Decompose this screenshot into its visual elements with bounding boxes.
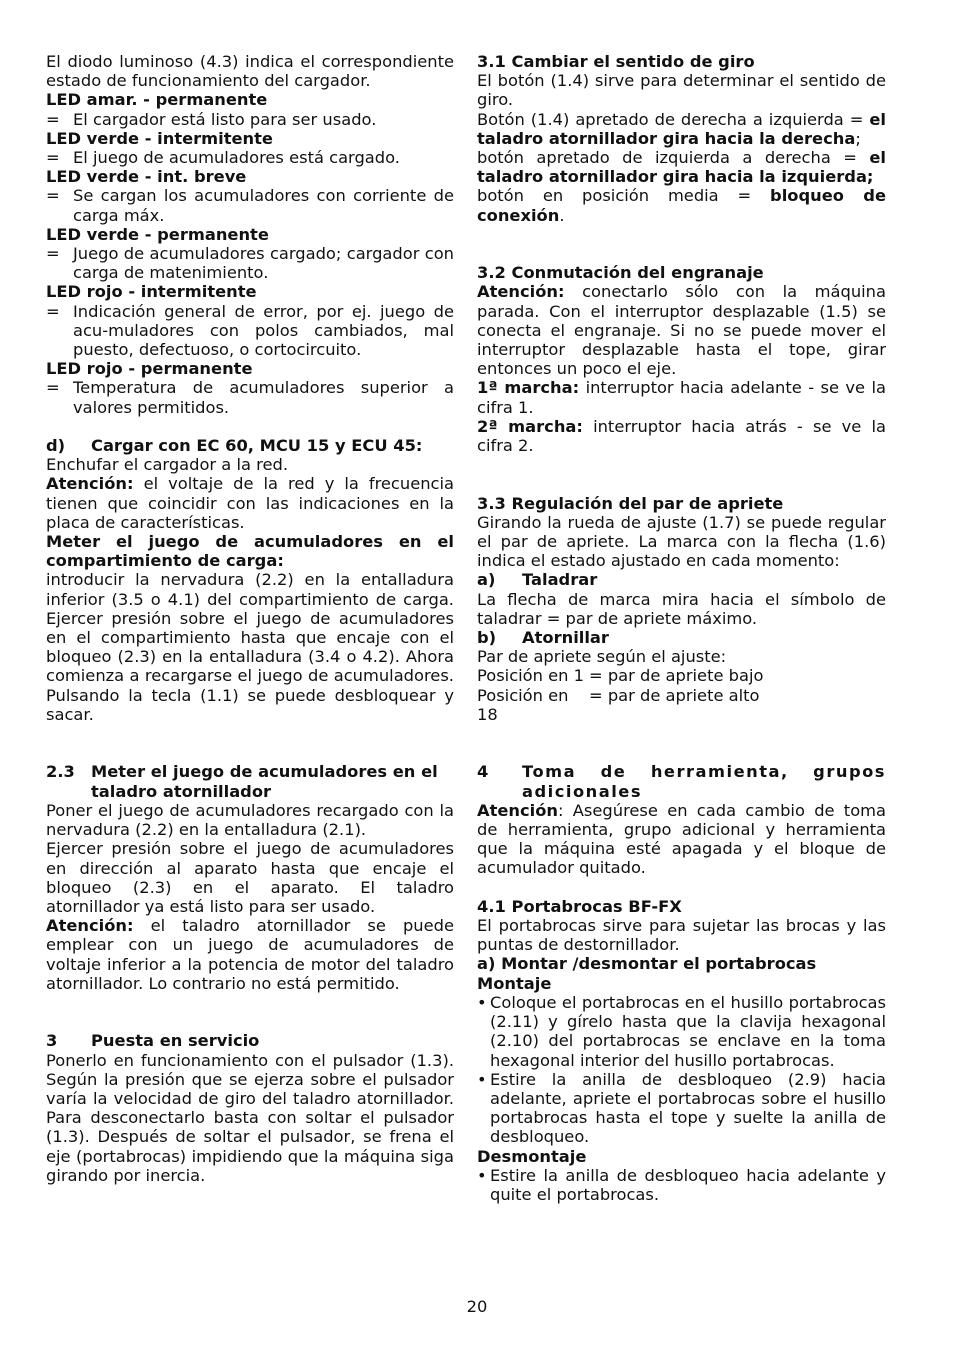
subheading-montaje: Montaje [477,973,552,993]
led-label: LED amar. - permanente [46,90,268,110]
bullet-icon: • [477,992,487,1012]
section-heading-3-3: 3.3 Regulación del par de apriete [477,493,784,513]
bullet-item: • Estire la anilla de desbloqueo hacia adelante y quite el portabrocas. [477,1165,886,1204]
led-label: LED rojo - intermitente [46,282,257,302]
bullet-item: • Coloque el portabrocas en el husillo portabrocas (2.11) y gírelo hasta que la clavija hexagonal (2.10) del portabrocas se enclave en la toma hexagonal interior del husillo portabrocas. [477,992,886,1070]
body-text: Enchufar el cargador a la red. [46,455,288,475]
position-row: Posición en 1 = par de apriete bajo [477,666,764,686]
gear-2-text: 2ª marcha: interruptor hacia atrás - se ve la cifra 2. [477,416,886,456]
body-text: Botón (1.4) apretado de derecha a izquierda = el taladro atornillador gira hacia la derecha; [477,109,886,148]
section-heading-3-1: 3.1 Cambiar el sentido de giro [477,52,755,71]
body-text: botón apretado de izquierda a derecha = el taladro atornillador gira hacia la izquierda; [477,148,886,187]
section-heading-4-1: 4.1 Portabrocas BF-FX [477,896,682,916]
body-text: El portabrocas sirve para sujetar las brocas y las puntas de destornillador. [477,916,886,955]
bullet-icon: • [477,1069,487,1089]
subheading-atornillar: b) Atornillar [477,628,609,648]
led-label: LED verde - int. breve [46,167,247,187]
body-text: La flecha de marca mira hacia el símbolo de taladrar = par de apriete máximo. [477,589,886,628]
body-text: introducir la nervadura (2.2) en la entalladura inferior (3.5 o 4.1) del compartimiento de carga. Ejercer presión sobre el juego de acumuladores en el compartimiento hasta que encaje con el bloqueo (2.3) en la entalladura (3.4 o 4.2). Ahora comienza a recargarse el juego de acumuladores. Pulsando la tecla (1.1) se puede desbloquear y sacar. [46,570,454,724]
body-text: Ejercer presión sobre el juego de acumuladores en dirección al aparato hasta que encaje el bloqueo (2.3) en el aparato. El taladro atornillador ya está listo para ser usado. [46,839,454,916]
attention-paragraph: Atención: conectarlo sólo con la máquina parada. Con el interruptor desplazable (1.5) se conecta el engranaje. Si no se puede mover el interruptor desplazable hasta el tope, girar entonces un poco el eje. [477,282,886,379]
subheading-desmontaje: Desmontaje [477,1146,587,1166]
led-description: = Indicación general de error, por ej. juego de acu-muladores con polos cambiados, mal puesto, defectuoso, o cortocircuito. [46,301,454,360]
body-text: Ponerlo en funcionamiento con el pulsador (1.3). Según la presión que se ejerza sobre el pulsador varía la velocidad de giro del taladro atornillador. Para desconectarlo basta con soltar el pulsador (1.3). Después de soltar el pulsador, se frena el eje (portabrocas) impidiendo que la máquina siga girando por inercia. [46,1050,454,1185]
subheading-taladrar: a) Taladrar [477,570,598,590]
page-number: 20 [466,1297,488,1316]
section-heading-4: 4 Toma de herramienta, grupos adicionales [477,762,886,801]
section-heading-2-3: 2.3 Meter el juego de acumuladores en el taladro atornillador [46,762,438,801]
subheading: Meter el juego de acumuladores en el compartimiento de carga: [46,532,454,571]
body-text: Girando la rueda de ajuste (1.7) se puede regular el par de apriete. La marca con la flecha (1.6) indica el estado ajustado en cada momento: [477,512,886,571]
led-description: = El juego de acumuladores está cargado. [46,148,400,168]
section-heading-d: d) Cargar con EC 60, MCU 15 y ECU 45: [46,436,423,456]
led-description: = Se cargan los acumuladores con corriente de carga máx. [46,186,454,225]
gear-1-text: 1ª marcha: interruptor hacia adelante - se ve la cifra 1. [477,378,886,417]
bullet-item: • Estire la anilla de desbloqueo (2.9) hacia adelante, apriete el portabrocas sobre el husillo portabrocas hasta el tope y suelte la anilla de desbloqueo. [477,1069,886,1147]
led-description: = El cargador está listo para ser usado. [46,109,377,129]
led-label: LED verde - intermitente [46,128,273,148]
body-text: Poner el juego de acumuladores recargado con la nervadura (2.2) en la entalladura (2.1). [46,800,454,840]
right-column [477,52,886,1204]
attention-paragraph: Atención: Asegúrese en cada cambio de toma de herramienta, grupo adicional y herramienta que la máquina esté apagada y el bloque de acumulador quitado. [477,800,886,878]
section-heading-3-2: 3.2 Conmutación del engranaje [477,263,764,283]
section-heading-3: 3 Puesta en servicio [46,1031,260,1051]
led-label: LED verde - permanente [46,224,269,244]
body-text: El botón (1.4) sirve para determinar el sentido de giro. [477,71,886,110]
led-label: LED rojo - permanente [46,359,253,379]
bullet-icon: • [477,1165,487,1185]
led-description: = Juego de acumuladores cargado; cargador con carga de matenimiento. [46,244,454,283]
body-text: Par de apriete según el ajuste: [477,647,727,667]
led-description: = Temperatura de acumuladores superior a valores permitidos. [46,378,454,417]
intro-text: El diodo luminoso (4.3) indica el correspondiente estado de funcionamiento del cargador. [46,52,454,91]
subheading-montar: a) Montar /desmontar el portabrocas [477,954,817,974]
attention-paragraph: Atención: el taladro atornillador se puede emplear con un juego de acumuladores de voltaje inferior a la potencia de motor del taladro atornillador. Lo contrario no está permitido. [46,916,454,993]
body-text: botón en posición media = bloqueo de conexión. [477,186,886,225]
position-row: Posición en 18 = par de apriete alto [477,685,760,724]
left-column [46,52,454,1185]
attention-paragraph: Atención: el voltaje de la red y la frecuencia tienen que coincidir con las indicaciones en la placa de características. [46,474,454,532]
